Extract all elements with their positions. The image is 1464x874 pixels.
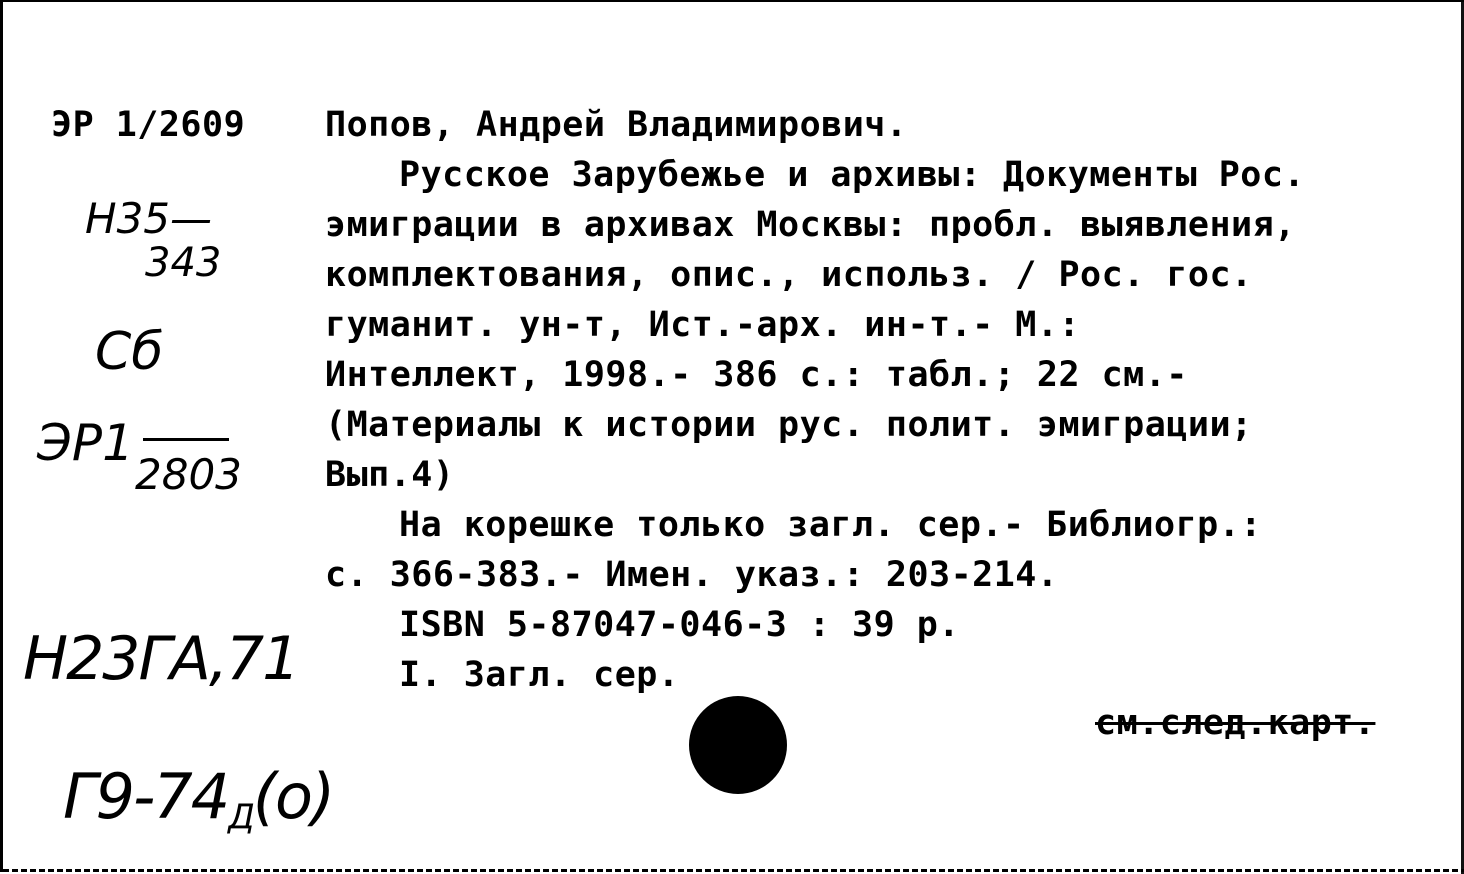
handwritten-2803: 2803	[135, 450, 242, 499]
series-line-1: (Материалы к истории рус. полит. эмиграции;	[325, 405, 1253, 445]
handwritten-er1: ЭР1	[37, 414, 134, 472]
author-line: Попов, Андрей Владимирович.	[325, 105, 908, 145]
publisher-line-2: Интеллект, 1998.- 386 с.: табл.; 22 см.-	[325, 355, 1188, 395]
handwritten-g9	[63, 760, 333, 837]
handwritten-h23: Н23ГА,71	[23, 624, 299, 694]
title-line-3: комплектования, опис., использ. / Рос. гос.	[325, 255, 1253, 295]
punch-hole	[689, 696, 787, 794]
title-line-1: Русское Зарубежье и архивы: Документы Рос.	[399, 155, 1306, 195]
fraction-bar	[143, 438, 229, 441]
note-line-1: На корешке только загл. сер.- Библиогр.:	[399, 505, 1262, 545]
isbn-line: ISBN 5-87047-046-3 : 39 р.	[399, 605, 960, 645]
continuation-note: см.след.карт.	[1095, 703, 1376, 743]
publisher-line-1: гуманит. ун-т, Ист.-арх. ин-т.- М.:	[325, 305, 1081, 345]
title-line-2: эмиграции в архивах Москвы: пробл. выявления,	[325, 205, 1296, 245]
handwritten-sb: Сб	[95, 322, 164, 382]
series-line-2: Вып.4)	[325, 455, 455, 495]
handwritten-g9-tail: (о)	[252, 760, 334, 833]
handwritten-g9-sub: Д	[228, 797, 253, 837]
shelfmark: ЭР 1/2609	[51, 105, 246, 145]
handwritten-343: 343	[145, 240, 222, 286]
handwritten-h35: Н35—	[85, 194, 213, 243]
note-line-2: с. 366-383.- Имен. указ.: 203-214.	[325, 555, 1059, 595]
tracing-line: I. Загл. сер.	[399, 655, 680, 695]
handwritten-g9-main: Г9-74	[63, 760, 229, 833]
